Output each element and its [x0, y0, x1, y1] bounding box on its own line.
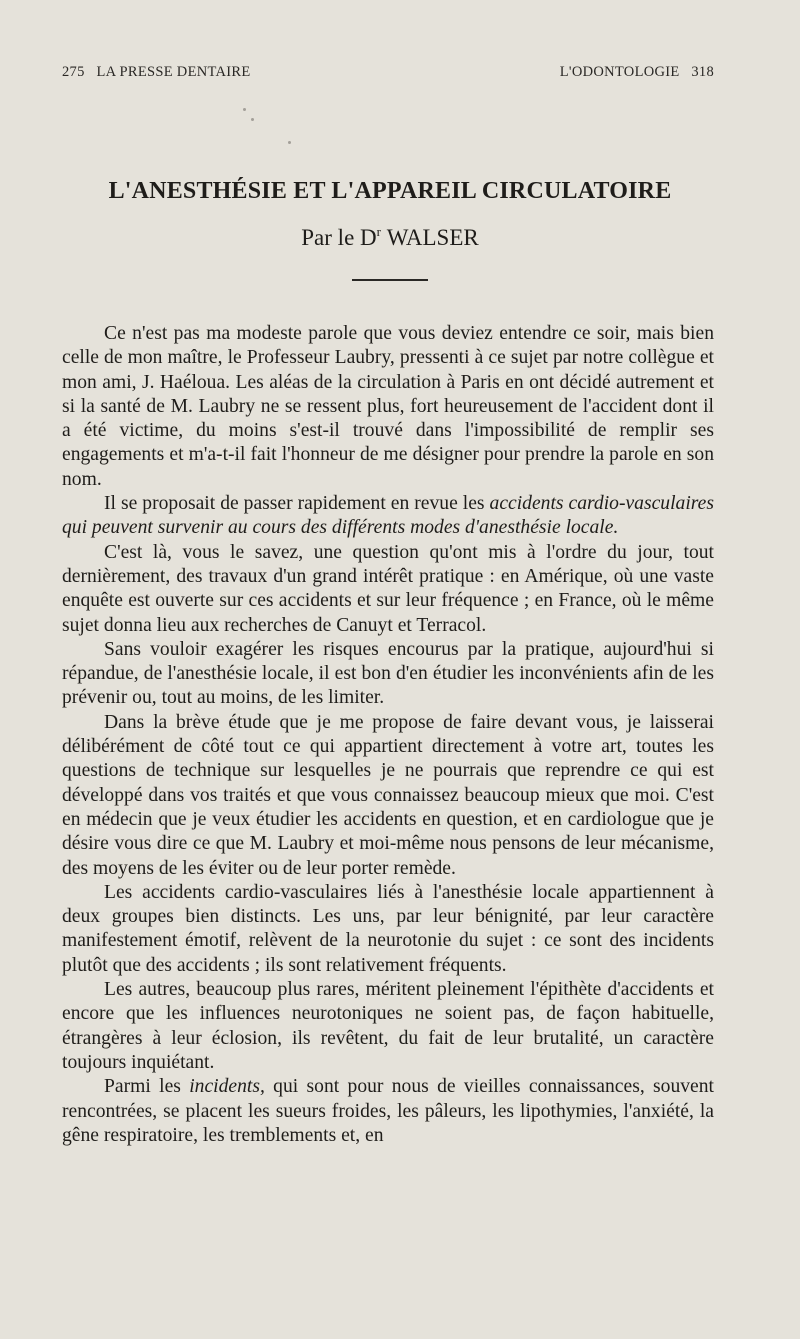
title-divider — [352, 279, 428, 281]
print-speck — [243, 108, 246, 111]
emphasis: incidents, — [189, 1076, 265, 1098]
paragraph: Il se proposait de passer rapidement en revue les accidents cardio-vasculaires qui peuvent survenir au cours des différents modes d'anesthésie locale. — [62, 493, 714, 539]
paragraph: C'est là, vous le savez, une question qu'ont mis à l'ordre du jour, tout dernièrement, des travaux d'un grand intérêt pratique : en Amérique, où une vaste enquête est ouverte sur ces accidents et sur leur fréquence ; en France, où le même sujet donna lieu aux recherches de Canuyt et Terracol. — [62, 541, 714, 636]
paragraph: Les autres, beaucoup plus rares, méritent pleinement l'épithète d'accidents et encore que les influences neurotoniques ne soient pas, de façon habituelle, étrangères à leur éclosion, ils revêtent, du fait de leur brutalité, un caractère toujours inquiétant. — [62, 979, 714, 1073]
paragraph: Dans la brève étude que je me propose de faire devant vous, je laisserai délibérément de côté tout ce qui appartient directement à votre art, toutes les questions de technique sur lesquelles je ne pourrais que reprendre ce qui est développé dans vos traités et que vous connaissez beaucoup mieux que moi. C'est en médecin que je veux étudier les accidents en question, et en cardiologue que je désire vous dire ce que M. Laubry et moi-même nous pensons de leur mécanisme, des moyens de les éviter ou de leur porter remède. — [62, 711, 714, 879]
header-left — [62, 64, 251, 81]
left-page-number: 275 — [62, 64, 85, 80]
author-name: WALSER — [386, 225, 479, 250]
paragraph: Ce n'est pas ma modeste parole que vous deviez entendre ce soir, mais bien celle de mon maître, le Professeur Laubry, pressenti à ce sujet par notre collègue et mon ami, J. Haéloua. Les aléas de la circulation à Paris en ont décidé autrement et si la santé de M. Laubry ne se ressent plus, fort heureusement de l'accident dont il a été victime, du moins s'est-il trouvé dans l'impossibilité de remplir ses engagements et m'a-t-il fait l'honneur de me désigner pour prendre la parole en son nom. — [62, 323, 714, 490]
article-title: L'ANESTHÉSIE ET L'APPAREIL CIRCULATOIRE — [108, 178, 672, 204]
right-journal-name: L'ODONTOLOGIE — [559, 64, 680, 80]
print-speck — [251, 118, 254, 121]
paragraph: Sans vouloir exagérer les risques encourus par la pratique, aujourd'hui si répandue, de l'anesthésie locale, il est bon d'en étudier les inconvénients afin de les prévenir ou, tout au moins, de les limiter. — [62, 638, 714, 709]
paragraph: Les accidents cardio-vasculaires liés à l'anesthésie locale appartiennent à deux groupes bien distincts. Les uns, par leur bénignité, par leur caractère manifestement émotif, relèvent de la neurotonie du sujet : ce sont des incidents plutôt que des accidents ; ils sont relativement fréquents. — [62, 881, 714, 976]
header-right — [560, 64, 714, 81]
left-journal-name: LA PRESSE DENTAIRE — [96, 64, 251, 80]
right-page-number: 318 — [691, 64, 714, 80]
byline-superscript: r — [376, 224, 381, 239]
emphasis: accidents cardio-vasculaires qui peuvent survenir au cours des différents modes d'anesthésie locale. — [62, 493, 714, 539]
running-header — [62, 64, 714, 81]
byline-prefix: Par le D — [301, 225, 377, 250]
print-speck — [288, 141, 291, 144]
paragraph: Parmi les incidents, qui sont pour nous de vieilles connaissances, souvent rencontrées, se placent les sueurs froides, les pâleurs, les lipothymies, l'anxiété, la gêne respiratoire, les tremblements et, en — [62, 1076, 714, 1146]
article-byline — [0, 224, 780, 251]
article-body — [62, 322, 714, 1148]
